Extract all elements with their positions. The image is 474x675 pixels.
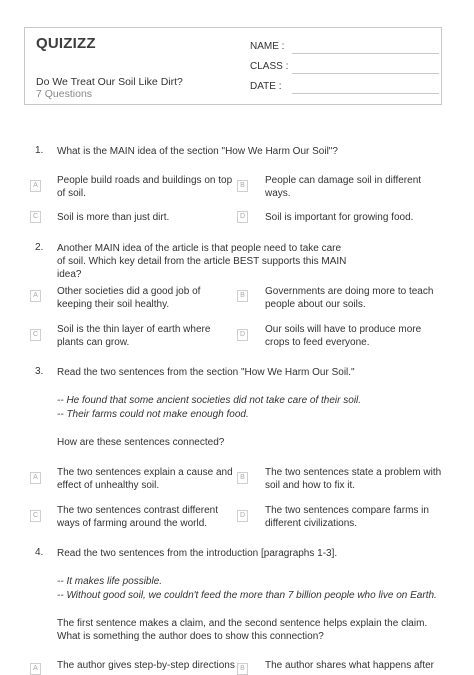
answer-option[interactable]: Governments are doing more to teach people about our soils. — [265, 286, 434, 310]
answer-option[interactable]: Soil is the thin layer of earth where plants can grow. — [57, 324, 211, 348]
option-letter-box[interactable]: A — [30, 663, 41, 675]
answer-option[interactable]: The author gives step-by-step directions — [57, 660, 235, 671]
class-label: CLASS : — [250, 61, 289, 72]
question-text: Read the two sentences from the introduction [paragraphs 1-3]. — [57, 548, 338, 559]
class-field[interactable] — [292, 73, 439, 74]
option-letter-box[interactable]: C — [30, 510, 41, 522]
quoted-sentence: -- Without good soil, we couldn't feed the more than 7 billion people who live on Earth. — [57, 590, 437, 601]
quoted-sentence: -- Their farms could not make enough food. — [57, 409, 249, 420]
option-letter-box[interactable]: A — [30, 180, 41, 192]
name-field[interactable] — [292, 53, 439, 54]
name-label: NAME : — [250, 41, 285, 52]
answer-option[interactable]: The author shares what happens after — [265, 660, 434, 671]
worksheet-title: Do We Treat Our Soil Like Dirt? — [36, 76, 183, 88]
question-number: 3. — [35, 366, 44, 377]
date-field[interactable] — [292, 93, 439, 94]
answer-option[interactable]: The two sentences contrast different ways of farming around the world. — [57, 505, 219, 529]
date-label: DATE : — [250, 81, 282, 92]
question-text: Another MAIN idea of the article is that people need to take care of soil. Which key detail from the article BEST supports this MAIN idea? — [57, 243, 347, 280]
option-letter-box[interactable]: D — [237, 211, 248, 223]
answer-option[interactable]: Other societies did a good job of keeping their soil healthy. — [57, 286, 201, 310]
option-letter-box[interactable]: B — [237, 180, 248, 192]
answer-option[interactable]: Soil is more than just dirt. — [57, 212, 170, 223]
quoted-sentence: -- It makes life possible. — [57, 576, 163, 587]
answer-option[interactable]: People can damage soil in different ways. — [265, 175, 422, 199]
question-count: 7 Questions — [36, 88, 93, 100]
option-letter-box[interactable]: C — [30, 211, 41, 223]
question-number: 2. — [35, 242, 44, 253]
option-letter-box[interactable]: A — [30, 472, 41, 484]
answer-option[interactable]: Soil is important for growing food. — [265, 212, 414, 223]
answer-option[interactable]: People build roads and buildings on top of soil. — [57, 175, 233, 199]
question-prompt: How are these sentences connected? — [57, 437, 225, 448]
option-letter-box[interactable]: C — [30, 329, 41, 341]
answer-option[interactable]: Our soils will have to produce more crops to feed everyone. — [265, 324, 422, 348]
option-letter-box[interactable]: B — [237, 663, 248, 675]
option-letter-box[interactable]: D — [237, 510, 248, 522]
answer-option[interactable]: The two sentences explain a cause and effect of unhealthy soil. — [57, 467, 233, 491]
answer-option[interactable]: The two sentences state a problem with soil and how to fix it. — [265, 467, 442, 491]
question-text: What is the MAIN idea of the section "How We Harm Our Soil"? — [57, 146, 338, 157]
answer-option[interactable]: The two sentences compare farms in different civilizations. — [265, 505, 429, 529]
option-letter-box[interactable]: A — [30, 290, 41, 302]
option-letter-box[interactable]: B — [237, 472, 248, 484]
quizizz-logo: QUIZIZZ — [36, 35, 96, 52]
option-letter-box[interactable]: D — [237, 329, 248, 341]
question-prompt: The first sentence makes a claim, and the second sentence helps explain the claim. What is something the author does to show this connection? — [57, 618, 428, 642]
question-number: 1. — [35, 145, 44, 156]
question-number: 4. — [35, 547, 44, 558]
question-text: Read the two sentences from the section "How We Harm Our Soil." — [57, 367, 355, 378]
quoted-sentence: -- He found that some ancient societies did not take care of their soil. — [57, 395, 362, 406]
option-letter-box[interactable]: B — [237, 290, 248, 302]
